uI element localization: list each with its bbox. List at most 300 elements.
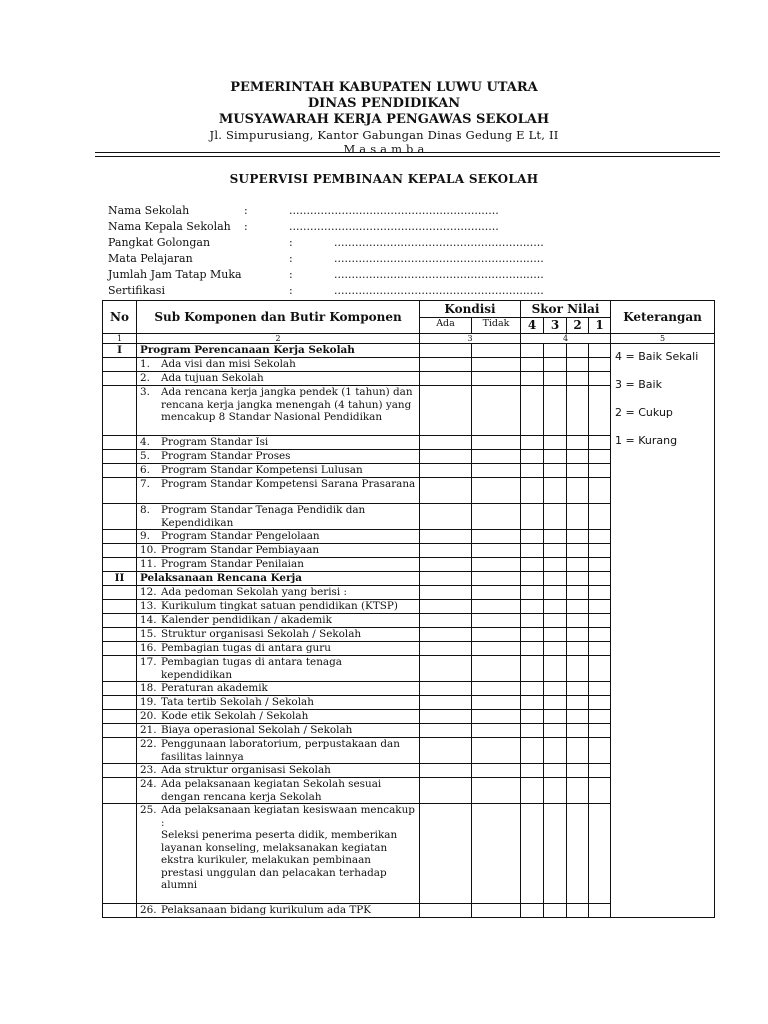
score-cell[interactable]: [420, 778, 472, 804]
item-cell: [137, 696, 420, 710]
score-cell[interactable]: [420, 738, 472, 764]
header-skor-3: 3: [544, 318, 567, 334]
item-text: Ada pelaksanaan kegiatan kesiswaan mencakup :: [161, 804, 415, 829]
letterhead-line1: PEMERINTAH KABUPATEN LUWU UTARA: [230, 80, 538, 95]
score-cell[interactable]: [472, 642, 521, 656]
score-cell[interactable]: [589, 450, 611, 464]
score-cell[interactable]: [567, 586, 589, 600]
score-cell[interactable]: [420, 464, 472, 478]
item-text: Struktur organisasi Sekolah / Sekolah: [161, 628, 362, 640]
info-label: Nama Kepala Sekolah: [108, 220, 231, 233]
item-text: Kurikulum tingkat satuan pendidikan (KTSP): [161, 600, 398, 612]
row-no-cell: [103, 764, 137, 778]
score-cell[interactable]: [521, 464, 544, 478]
score-cell[interactable]: [544, 358, 567, 372]
score-cell[interactable]: [544, 696, 567, 710]
score-cell[interactable]: [589, 764, 611, 778]
score-cell[interactable]: [567, 504, 589, 530]
header-skor-2: 2: [567, 318, 589, 334]
header-sub-komponen: Sub Komponen dan Butir Komponen: [137, 301, 420, 334]
score-cell[interactable]: [544, 628, 567, 642]
score-cell[interactable]: [420, 436, 472, 450]
row-no-cell: [103, 450, 137, 464]
score-cell[interactable]: [567, 778, 589, 804]
row-no-cell: [103, 682, 137, 696]
row-no-cell: [103, 386, 137, 436]
row-no-cell: [103, 586, 137, 600]
score-cell[interactable]: [521, 372, 544, 386]
item-text: Kode etik Sekolah / Sekolah: [161, 710, 309, 722]
letterhead-rule-thin: [95, 156, 720, 157]
item-cell: [137, 738, 420, 764]
score-cell[interactable]: [567, 464, 589, 478]
item-number: 8.: [140, 504, 150, 516]
legend-item: 4 = Baik Sekali: [615, 350, 699, 363]
item-text: Program Standar Kompetensi Sarana Prasarana: [161, 478, 416, 490]
item-text: Ada pedoman Sekolah yang berisi :: [161, 586, 347, 598]
item-text: Program Standar Pengelolaan: [161, 530, 320, 542]
score-cell[interactable]: [544, 656, 567, 682]
item-number: 15.: [140, 628, 157, 640]
score-cell[interactable]: [589, 558, 611, 572]
score-cell[interactable]: [567, 682, 589, 696]
score-cell[interactable]: [521, 386, 544, 436]
score-cell[interactable]: [521, 642, 544, 656]
info-dots: ............................................................: [334, 236, 544, 249]
item-cell: [137, 764, 420, 778]
row-no-cell: [103, 530, 137, 544]
score-cell[interactable]: [567, 904, 589, 918]
info-colon: :: [289, 284, 293, 297]
item-number: 16.: [140, 642, 157, 654]
score-cell[interactable]: [521, 738, 544, 764]
item-number: 26.: [140, 904, 157, 916]
score-cell[interactable]: [567, 530, 589, 544]
score-cell[interactable]: [567, 764, 589, 778]
item-cell: [137, 904, 420, 918]
score-cell[interactable]: [589, 696, 611, 710]
item-cell: [137, 358, 420, 372]
row-no-cell: [103, 504, 137, 530]
row-no-cell: [103, 724, 137, 738]
score-cell[interactable]: [567, 386, 589, 436]
item-number: 10.: [140, 544, 157, 556]
score-cell[interactable]: [521, 586, 544, 600]
score-cell[interactable]: [472, 478, 521, 504]
score-cell[interactable]: [472, 710, 521, 724]
score-cell[interactable]: [589, 358, 611, 372]
column-index-1: 1: [103, 334, 137, 344]
score-cell[interactable]: [420, 600, 472, 614]
score-cell[interactable]: [521, 358, 544, 372]
score-cell[interactable]: [521, 904, 544, 918]
score-cell[interactable]: [521, 614, 544, 628]
item-text: Ada struktur organisasi Sekolah: [161, 764, 331, 776]
score-cell[interactable]: [472, 558, 521, 572]
item-cell: [137, 464, 420, 478]
score-cell[interactable]: [521, 724, 544, 738]
score-cell[interactable]: [420, 656, 472, 682]
score-cell[interactable]: [521, 656, 544, 682]
score-cell[interactable]: [544, 558, 567, 572]
info-dots: ............................................................: [334, 252, 544, 265]
info-colon: :: [289, 252, 293, 265]
score-cell[interactable]: [544, 386, 567, 436]
score-cell[interactable]: [472, 628, 521, 642]
item-cell: [137, 804, 420, 904]
score-cell[interactable]: [521, 450, 544, 464]
score-cell[interactable]: [420, 696, 472, 710]
score-cell[interactable]: [567, 738, 589, 764]
score-cell[interactable]: [472, 464, 521, 478]
row-no-cell: [103, 778, 137, 804]
item-text: Pelaksanaan bidang kurikulum ada TPK: [161, 904, 372, 916]
column-index-3: 3: [420, 334, 521, 344]
score-cell[interactable]: [544, 778, 567, 804]
score-cell[interactable]: [544, 372, 567, 386]
item-text: Ada rencana kerja jangka pendek (1 tahun) dan rencana kerja jangka menengah (4 tahun) yang mencakup 8 Standar Nasional Pendidikan: [161, 386, 413, 423]
column-index-5: 5: [611, 334, 715, 344]
score-cell[interactable]: [544, 764, 567, 778]
score-cell[interactable]: [472, 904, 521, 918]
score-cell[interactable]: [521, 804, 544, 904]
item-cell: [137, 386, 420, 436]
section-title: Program Perencanaan Kerja Sekolah: [137, 344, 420, 358]
item-cell: [137, 642, 420, 656]
item-number: 1.: [140, 358, 150, 370]
row-no-cell: [103, 372, 137, 386]
legend-item: 3 = Baik: [615, 378, 662, 391]
score-cell[interactable]: [544, 600, 567, 614]
score-cell[interactable]: [589, 504, 611, 530]
header-kondisi: Kondisi: [420, 301, 521, 318]
score-cell[interactable]: [589, 656, 611, 682]
item-text: Program Standar Proses: [161, 450, 291, 462]
score-cell[interactable]: [567, 724, 589, 738]
score-cell[interactable]: [544, 464, 567, 478]
letterhead: [0, 80, 768, 156]
score-cell[interactable]: [544, 724, 567, 738]
score-cell[interactable]: [420, 904, 472, 918]
score-cell[interactable]: [420, 558, 472, 572]
score-cell[interactable]: [544, 544, 567, 558]
item-number: 11.: [140, 558, 157, 570]
score-cell[interactable]: [567, 656, 589, 682]
row-no-cell: [103, 544, 137, 558]
item-number: 22.: [140, 738, 157, 750]
score-cell[interactable]: [544, 738, 567, 764]
score-cell[interactable]: [567, 642, 589, 656]
score-cell[interactable]: [589, 778, 611, 804]
score-cell[interactable]: [567, 628, 589, 642]
info-dots: ............................................................: [334, 284, 544, 297]
row-no-cell: [103, 904, 137, 918]
letterhead-city: M a s a m b a: [343, 142, 425, 156]
row-no-cell: [103, 656, 137, 682]
score-cell[interactable]: [567, 696, 589, 710]
info-colon: :: [289, 236, 293, 249]
score-cell[interactable]: [567, 558, 589, 572]
score-cell[interactable]: [589, 710, 611, 724]
score-cell[interactable]: [420, 544, 472, 558]
item-cell: [137, 628, 420, 642]
row-no-cell: [103, 614, 137, 628]
score-cell[interactable]: [420, 642, 472, 656]
score-cell[interactable]: [472, 504, 521, 530]
score-cell[interactable]: [567, 614, 589, 628]
score-cell[interactable]: [521, 572, 544, 586]
item-cell: [137, 450, 420, 464]
score-cell[interactable]: [567, 436, 589, 450]
header-skor-1: 1: [589, 318, 611, 334]
item-number: 12.: [140, 586, 157, 598]
score-cell[interactable]: [521, 558, 544, 572]
score-cell[interactable]: [420, 530, 472, 544]
score-cell[interactable]: [567, 544, 589, 558]
score-cell[interactable]: [420, 710, 472, 724]
item-number: 4.: [140, 436, 150, 448]
item-detail: Seleksi penerima peserta didik, memberikan layanan konseling, melaksanakan kegiatan ekstra kurikuler, melakukan pembinaan prestasi unggulan dan pelacakan terhadap alumni: [161, 829, 398, 891]
score-cell[interactable]: [472, 372, 521, 386]
score-cell[interactable]: [567, 600, 589, 614]
score-cell[interactable]: [521, 778, 544, 804]
item-text: Program Standar Kompetensi Lulusan: [161, 464, 363, 476]
item-cell: [137, 614, 420, 628]
item-cell: [137, 544, 420, 558]
score-cell[interactable]: [567, 804, 589, 904]
item-cell: [137, 724, 420, 738]
score-cell[interactable]: [589, 904, 611, 918]
legend-item: 1 = Kurang: [615, 434, 678, 447]
item-number: 25.: [140, 804, 157, 816]
item-text: Kalender pendidikan / akademik: [161, 614, 332, 626]
item-number: 20.: [140, 710, 157, 722]
score-cell[interactable]: [567, 372, 589, 386]
score-cell[interactable]: [521, 628, 544, 642]
score-cell[interactable]: [472, 600, 521, 614]
section-title: Pelaksanaan Rencana Kerja: [137, 572, 420, 586]
info-colon: :: [289, 268, 293, 281]
score-cell[interactable]: [521, 600, 544, 614]
score-cell[interactable]: [589, 572, 611, 586]
score-cell[interactable]: [544, 478, 567, 504]
score-cell[interactable]: [420, 724, 472, 738]
item-number: 21.: [140, 724, 157, 736]
score-cell[interactable]: [420, 764, 472, 778]
score-cell[interactable]: [544, 450, 567, 464]
item-cell: [137, 710, 420, 724]
score-cell[interactable]: [420, 450, 472, 464]
item-number: 13.: [140, 600, 157, 612]
info-label: Pangkat Golongan: [108, 236, 211, 249]
item-number: 9.: [140, 530, 150, 542]
score-cell[interactable]: [521, 710, 544, 724]
score-cell[interactable]: [589, 682, 611, 696]
score-cell[interactable]: [544, 642, 567, 656]
item-number: 6.: [140, 464, 150, 476]
item-cell: [137, 558, 420, 572]
item-cell: [137, 656, 420, 682]
item-cell: [137, 372, 420, 386]
score-cell[interactable]: [589, 628, 611, 642]
score-cell[interactable]: [420, 614, 472, 628]
row-no-cell: [103, 738, 137, 764]
score-cell[interactable]: [472, 358, 521, 372]
info-dots: ............................................................: [289, 220, 499, 233]
item-text: Ada visi dan misi Sekolah: [161, 358, 296, 370]
score-cell[interactable]: [589, 724, 611, 738]
item-number: 14.: [140, 614, 157, 626]
score-cell[interactable]: [472, 764, 521, 778]
score-cell[interactable]: [589, 804, 611, 904]
score-cell[interactable]: [472, 682, 521, 696]
score-cell[interactable]: [589, 530, 611, 544]
score-cell[interactable]: [420, 504, 472, 530]
item-number: 5.: [140, 450, 150, 462]
score-cell[interactable]: [589, 436, 611, 450]
info-dots: ............................................................: [334, 268, 544, 281]
row-no-cell: [103, 478, 137, 504]
score-cell[interactable]: [420, 386, 472, 436]
score-cell[interactable]: [521, 530, 544, 544]
score-cell[interactable]: [544, 682, 567, 696]
item-text: Tata tertib Sekolah / Sekolah: [161, 696, 314, 708]
score-cell[interactable]: [567, 450, 589, 464]
score-cell[interactable]: [589, 642, 611, 656]
score-cell[interactable]: [472, 530, 521, 544]
score-cell[interactable]: [472, 544, 521, 558]
score-cell[interactable]: [420, 372, 472, 386]
score-cell[interactable]: [544, 436, 567, 450]
score-cell[interactable]: [472, 778, 521, 804]
item-text: Ada tujuan Sekolah: [161, 372, 264, 384]
item-number: 24.: [140, 778, 157, 790]
row-no-cell: [103, 600, 137, 614]
item-number: 17.: [140, 656, 157, 668]
item-cell: [137, 778, 420, 804]
item-number: 7.: [140, 478, 150, 490]
item-text: Pembagian tugas di antara tenaga kependidikan: [161, 656, 342, 681]
score-cell[interactable]: [521, 764, 544, 778]
letterhead-rule-thick: [95, 152, 720, 153]
score-cell[interactable]: [544, 504, 567, 530]
section-number: I: [103, 344, 137, 358]
score-cell[interactable]: [589, 544, 611, 558]
score-cell[interactable]: [589, 586, 611, 600]
header-ada: Ada: [420, 318, 472, 334]
score-cell[interactable]: [567, 358, 589, 372]
score-cell[interactable]: [544, 710, 567, 724]
score-cell[interactable]: [472, 656, 521, 682]
score-cell[interactable]: [544, 586, 567, 600]
score-cell[interactable]: [472, 696, 521, 710]
score-cell[interactable]: [472, 614, 521, 628]
column-index-4: 4: [521, 334, 611, 344]
item-cell: [137, 478, 420, 504]
item-text: Peraturan akademik: [161, 682, 268, 694]
score-cell[interactable]: [472, 436, 521, 450]
header-skor-4: 4: [521, 318, 544, 334]
item-number: 2.: [140, 372, 150, 384]
row-no-cell: [103, 710, 137, 724]
score-cell[interactable]: [521, 544, 544, 558]
item-text: Program Standar Tenaga Pendidik dan Kependidikan: [161, 504, 366, 529]
row-no-cell: [103, 464, 137, 478]
score-cell[interactable]: [567, 478, 589, 504]
score-cell[interactable]: [521, 504, 544, 530]
score-cell[interactable]: [472, 724, 521, 738]
score-cell[interactable]: [420, 358, 472, 372]
letterhead-address: Jl. Simpurusiang, Kantor Gabungan Dinas Gedung E Lt, II: [209, 128, 559, 142]
item-cell: [137, 586, 420, 600]
item-cell: [137, 436, 420, 450]
item-number: 18.: [140, 682, 157, 694]
score-cell[interactable]: [589, 600, 611, 614]
score-cell[interactable]: [589, 386, 611, 436]
score-cell[interactable]: [472, 738, 521, 764]
item-text: Program Standar Penilaian: [161, 558, 304, 570]
row-no-cell: [103, 436, 137, 450]
item-text: Ada pelaksanaan kegiatan Sekolah sesuai dengan rencana kerja Sekolah: [161, 778, 382, 803]
score-cell[interactable]: [544, 530, 567, 544]
score-cell[interactable]: [544, 614, 567, 628]
score-cell[interactable]: [544, 572, 567, 586]
score-cell[interactable]: [420, 478, 472, 504]
info-label: Mata Pelajaran: [108, 252, 193, 265]
header-no: No: [103, 301, 137, 334]
row-no-cell: [103, 804, 137, 904]
score-cell[interactable]: [521, 696, 544, 710]
score-cell[interactable]: [589, 738, 611, 764]
score-cell[interactable]: [544, 904, 567, 918]
info-colon: :: [244, 220, 248, 233]
score-cell[interactable]: [521, 478, 544, 504]
score-cell[interactable]: [420, 804, 472, 904]
score-cell[interactable]: [472, 586, 521, 600]
score-cell[interactable]: [589, 372, 611, 386]
item-text: Penggunaan laboratorium, perpustakaan dan fasilitas lainnya: [161, 738, 400, 763]
score-cell[interactable]: [472, 804, 521, 904]
item-cell: [137, 600, 420, 614]
row-no-cell: [103, 358, 137, 372]
section-number: II: [103, 572, 137, 586]
score-cell[interactable]: [567, 572, 589, 586]
score-cell[interactable]: [472, 572, 521, 586]
score-cell[interactable]: [521, 682, 544, 696]
row-no-cell: [103, 642, 137, 656]
keterangan-legend: [611, 344, 715, 918]
item-text: Program Standar Pembiayaan: [161, 544, 320, 556]
score-cell[interactable]: [589, 464, 611, 478]
score-cell[interactable]: [472, 386, 521, 436]
item-cell: [137, 682, 420, 696]
score-cell[interactable]: [544, 804, 567, 904]
score-cell[interactable]: [420, 628, 472, 642]
item-number: 23.: [140, 764, 157, 776]
score-cell[interactable]: [420, 586, 472, 600]
info-label: Jumlah Jam Tatap Muka: [108, 268, 242, 281]
score-cell[interactable]: [472, 450, 521, 464]
score-cell[interactable]: [589, 614, 611, 628]
row-no-cell: [103, 558, 137, 572]
score-cell[interactable]: [589, 478, 611, 504]
score-cell[interactable]: [521, 436, 544, 450]
score-cell[interactable]: [420, 682, 472, 696]
item-text: Program Standar Isi: [161, 436, 269, 448]
score-cell[interactable]: [567, 710, 589, 724]
score-cell[interactable]: [420, 572, 472, 586]
item-number: 19.: [140, 696, 157, 708]
